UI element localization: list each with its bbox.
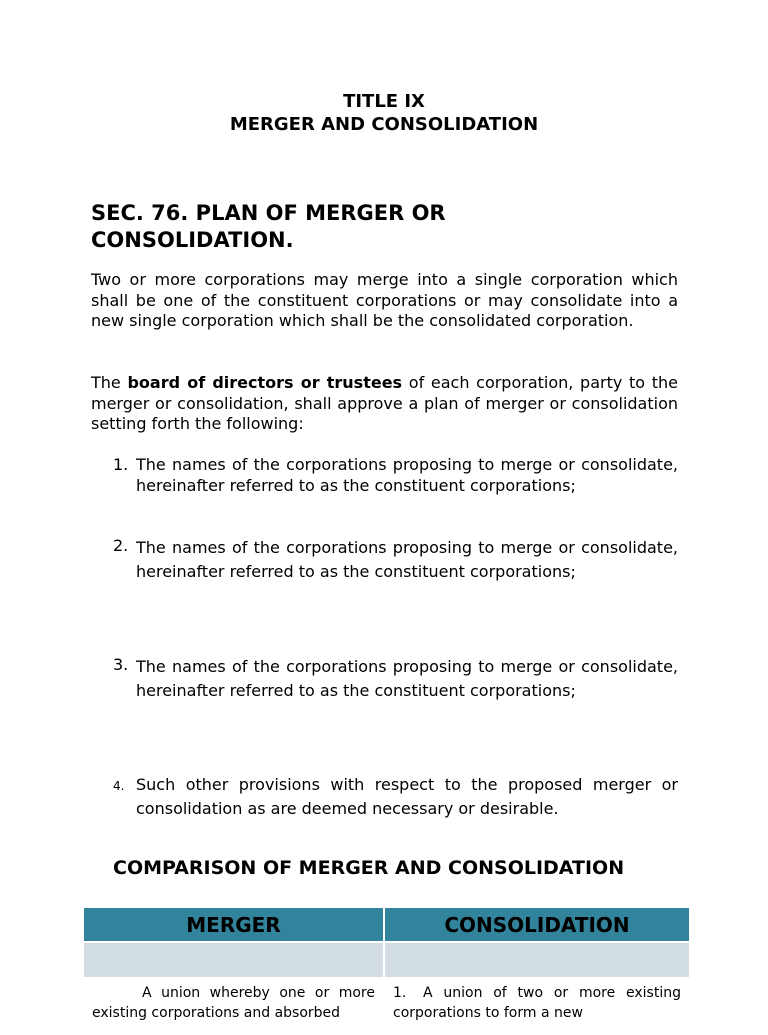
title-block (0, 90, 768, 136)
merger-column-header: MERGER (83, 907, 384, 942)
table-blank-row (83, 942, 690, 978)
merger-definition-text: A union whereby one or more existing corporations and absorbed (92, 985, 375, 1021)
table-header-row (83, 907, 690, 942)
paragraph-2-pre: The (91, 373, 128, 392)
section-heading-line-1: SEC. 76. PLAN OF MERGER OR (91, 201, 446, 225)
paragraph-2-post: of each corporation, party to the merger or consolidation, shall approve a plan of merger or consolidation setting forth the following: (91, 373, 679, 433)
list-text: The names of the corporations proposing to merge or consolidate, hereinafter referred to as the constituent corporations; (136, 538, 678, 581)
blank-cell (83, 942, 384, 978)
section-heading (91, 200, 531, 254)
paragraph-2-bold: board of directors or trustees (127, 373, 403, 392)
title-line-1: TITLE IX (343, 91, 425, 112)
section-heading-line-2: CONSOLIDATION. (91, 228, 294, 252)
list-item (91, 536, 678, 583)
paragraph-2 (91, 373, 678, 435)
title-line-2: MERGER AND CONSOLIDATION (229, 114, 539, 135)
list-number: 2. (113, 536, 129, 555)
blank-cell (384, 942, 690, 978)
list-item (91, 455, 678, 496)
list-text: The names of the corporations proposing to merge or consolidate, hereinafter referred to as the constituent corporations; (136, 455, 678, 495)
consolidation-definition-text: A union of two or more existing corporations to form a new (393, 985, 681, 1021)
paragraph-1: Two or more corporations may merge into a single corporation which shall be one of the constituent corporations or may consolidate into a new single corporation which shall be the consolidated corporation. (91, 270, 678, 330)
list-item (91, 773, 678, 821)
table-row (83, 978, 690, 1034)
list-number: 3. (113, 655, 129, 674)
merger-definition-cell (83, 978, 384, 1034)
comparison-heading: COMPARISON OF MERGER AND CONSOLIDATION (113, 857, 625, 879)
list-text: The names of the corporations proposing to merge or consolidate, hereinafter referred to as the constituent corporations; (136, 657, 678, 700)
list-number: 4. (113, 779, 125, 793)
list-text: Such other provisions with respect to the proposed merger or consolidation as are deemed necessary or desirable. (136, 775, 678, 818)
list-number: 1. (113, 455, 129, 474)
comparison-table (82, 906, 691, 1035)
consolidation-definition-cell (384, 978, 690, 1034)
consolidation-column-header: CONSOLIDATION (384, 907, 690, 942)
consolidation-number: 1. (393, 985, 407, 1001)
list-item (91, 655, 678, 702)
